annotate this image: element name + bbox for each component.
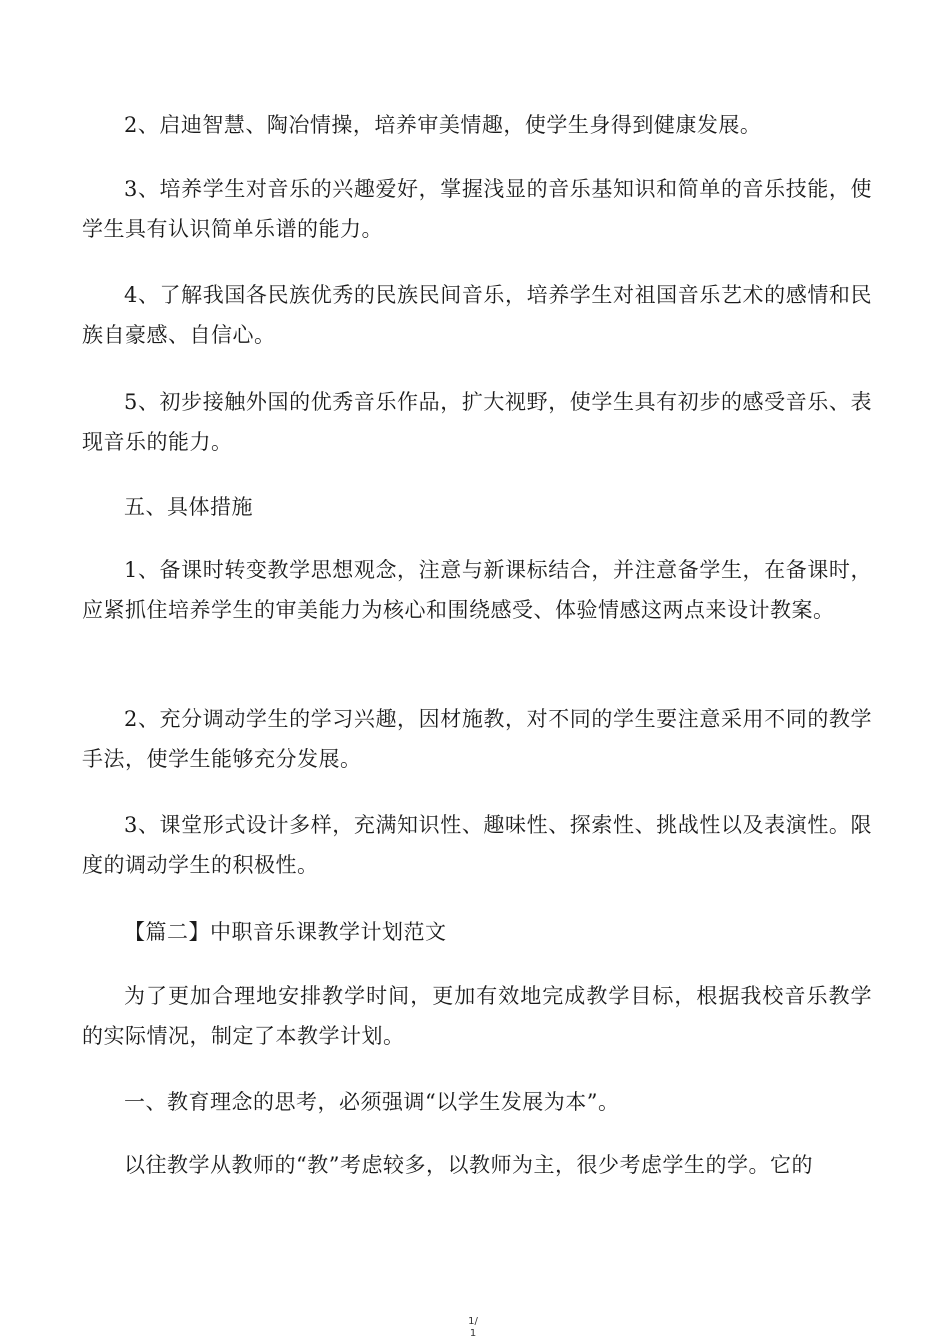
paragraph-measure-2: 2、充分调动学生的学习兴趣，因材施教，对不同的学生要注意采用不同的教学手法，使学生能够充分发展。: [82, 707, 872, 771]
page-number-total: 1: [469, 1328, 477, 1339]
paragraph-measure-1: 1、备课时转变教学思想观念，注意与新课标结合，并注意备学生，在备课时，应紧抓住培养学生的审美能力为核心和围绕感受、体验情感这两点来设计教案。: [82, 558, 872, 622]
paragraph-intro: 为了更加合理地安排教学时间，更加有效地完成教学目标，根据我校音乐教学的实际情况，制定了本教学计划。: [82, 984, 872, 1048]
paragraph-objective-3: 3、培养学生对音乐的兴趣爱好，掌握浅显的音乐基知识和简单的音乐技能，使学生具有认识简单乐谱的能力。: [82, 177, 872, 241]
page-number: [463, 1316, 483, 1340]
paragraph-objective-5: 5、初步接触外国的优秀音乐作品，扩大视野，使学生具有初步的感受音乐、表现音乐的能力。: [82, 390, 872, 454]
paragraph-objective-2: 2、启迪智慧、陶冶情操，培养审美情趣，使学生身得到健康发展。: [124, 113, 762, 137]
paragraph-philosophy-body: 以往教学从教师的“教”考虑较多，以教师为主，很少考虑学生的学。它的: [124, 1153, 813, 1177]
paragraph-measure-3: 3、课堂形式设计多样，充满知识性、趣味性、探索性、挑战性以及表演性。限度的调动学生的积极性。: [82, 813, 872, 877]
section-heading-measures: 五、具体措施: [124, 495, 253, 519]
article-title-part-two: 【篇二】中职音乐课教学计划范文: [124, 920, 447, 944]
page-number-current: 1/: [468, 1316, 478, 1327]
paragraph-objective-4: 4、了解我国各民族优秀的民族民间音乐，培养学生对祖国音乐艺术的感情和民族自豪感、自信心。: [82, 283, 872, 347]
section-heading-philosophy: 一、教育理念的思考，必须强调“以学生发展为本”。: [124, 1090, 620, 1114]
